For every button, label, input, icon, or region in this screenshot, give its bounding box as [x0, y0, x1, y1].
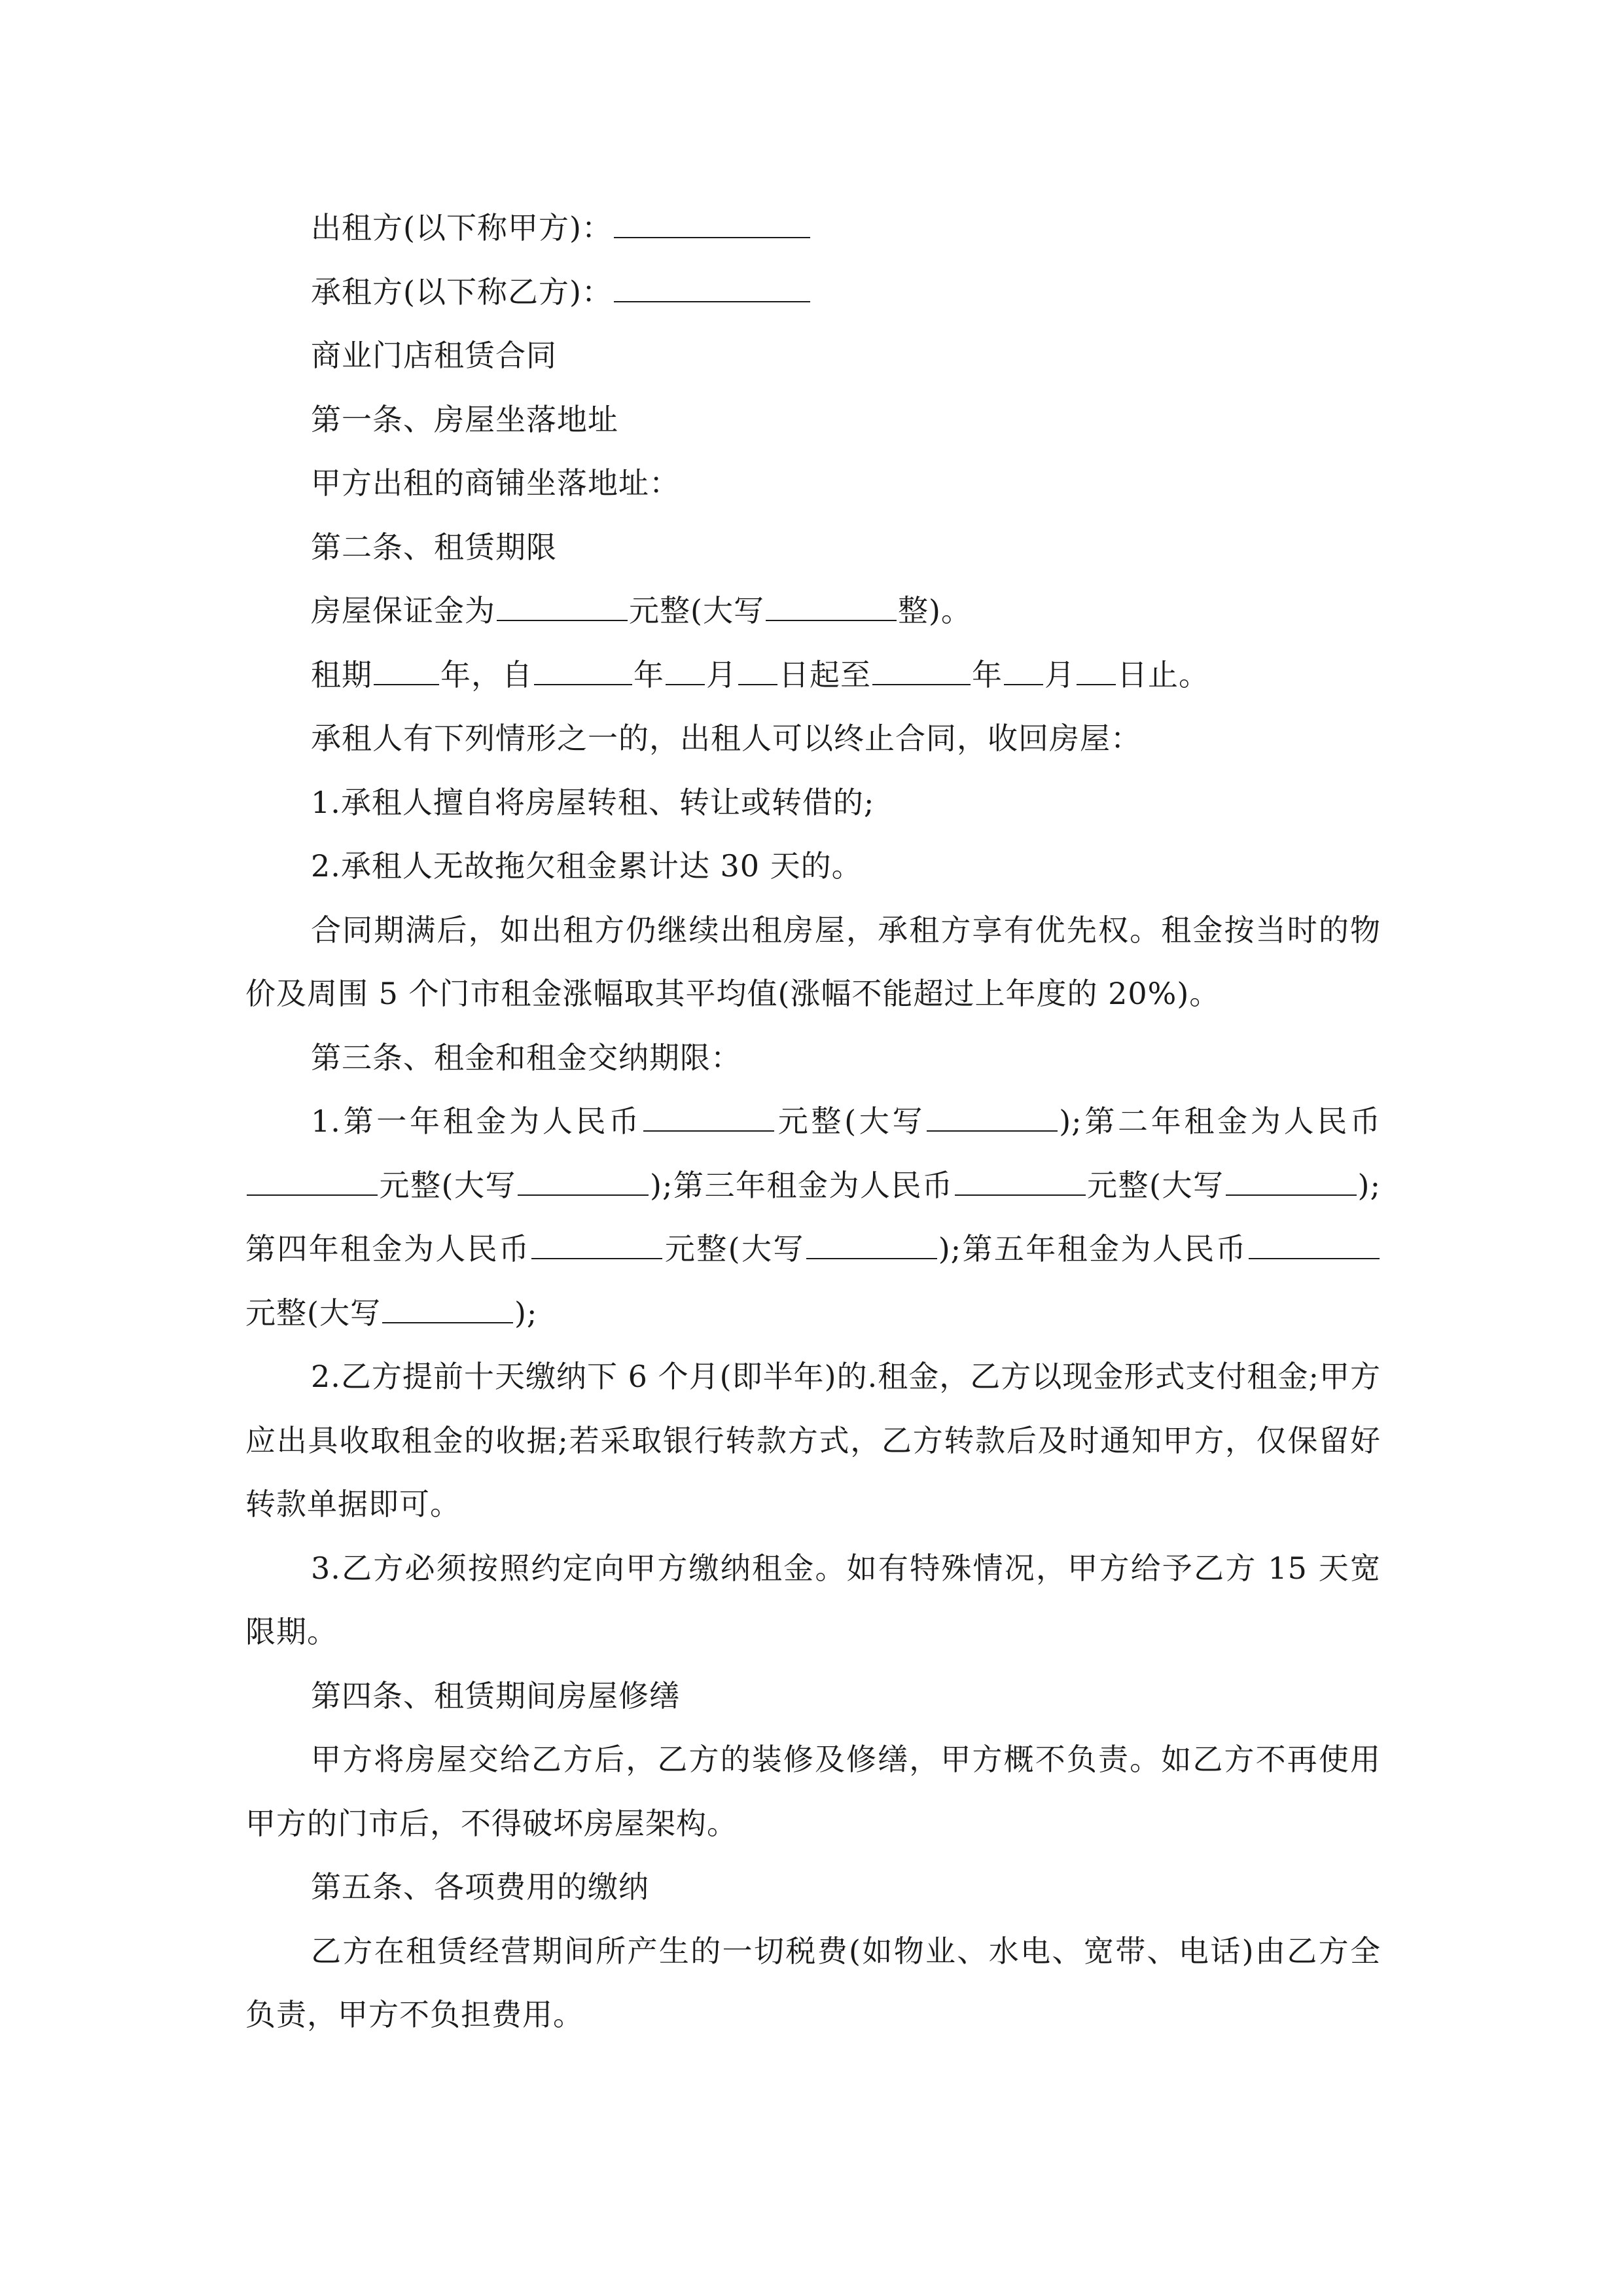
rent-y1-b: 元整(大写 [775, 1103, 926, 1139]
deposit-text-c: 整)。 [897, 593, 972, 628]
article-3-heading: 第三条、租金和租金交纳期限： [311, 1039, 741, 1075]
rent-y5-b: 元整(大写 [245, 1295, 381, 1331]
rent-y1-a: 1.第一年租金为人民币 [311, 1103, 642, 1139]
lessee-line [245, 260, 1381, 325]
rent-y5-words-blank[interactable] [382, 1293, 513, 1323]
rent-y4-amount-blank[interactable] [531, 1229, 662, 1259]
term-text-a: 租期 [311, 656, 372, 692]
rent-y5-amount-blank[interactable] [1249, 1229, 1380, 1259]
rent-y4-words-blank[interactable] [806, 1229, 937, 1259]
document-body [245, 196, 1381, 2047]
payment-clause-3: 3.乙方必须按照约定向甲方缴纳租金。如有特殊情况，甲方给予乙方 15 天宽限期。 [245, 1550, 1381, 1649]
term-text-d: 月 [706, 656, 737, 692]
term-start-year-blank[interactable] [534, 655, 632, 685]
article-5-heading: 第五条、各项费用的缴纳 [311, 1869, 649, 1905]
rent-y4-b: 元整(大写 [664, 1231, 805, 1266]
lessor-label: 出租方(以下称甲方)： [311, 210, 613, 245]
termination-item-2: 2.承租人无故拖欠租金累计达 30 天的。 [311, 848, 863, 884]
deposit-text-b: 元整(大写 [629, 593, 764, 628]
term-text-c: 年 [633, 656, 664, 692]
rent-y2-b: 元整(大写 [379, 1167, 516, 1203]
term-text-g: 月 [1044, 656, 1075, 692]
rent-y5-c: ); [514, 1295, 538, 1331]
term-text-h: 日止。 [1117, 656, 1209, 692]
rent-y2-c: );第三年租金为人民币 [650, 1167, 954, 1203]
article-2-heading: 第二条、租赁期限 [311, 529, 557, 565]
rent-y2-amount-blank[interactable] [247, 1166, 378, 1196]
term-text-b: 年，自 [440, 656, 533, 692]
term-text-e: 日起至 [779, 656, 871, 692]
lessee-blank[interactable] [614, 272, 810, 302]
term-text-f: 年 [972, 656, 1003, 692]
payment-clause-2: 2.乙方提前十天缴纳下 6 个月(即半年)的.租金，乙方以现金形式支付租金;甲方应出具收取租金的收据;若采取银行转款方式，乙方转款后及时通知甲方，仅保留好转款单据即可。 [245, 1359, 1381, 1522]
lessee-label: 承租方(以下称乙方)： [311, 274, 613, 310]
rent-y3-amount-blank[interactable] [955, 1166, 1086, 1196]
lessor-blank[interactable] [614, 208, 810, 238]
term-line [245, 643, 1381, 708]
article-4-heading: 第四条、租赁期间房屋修缮 [311, 1677, 680, 1713]
term-start-day-blank[interactable] [738, 655, 777, 685]
rent-y1-amount-blank[interactable] [643, 1102, 774, 1132]
deposit-words-blank[interactable] [766, 591, 897, 621]
deposit-amount-blank[interactable] [497, 591, 628, 621]
rent-y4-c: );第五年租金为人民币 [938, 1231, 1248, 1266]
term-years-blank[interactable] [374, 655, 439, 685]
article-1-address: 甲方出租的商铺坐落地址： [311, 465, 680, 501]
rent-y3-words-blank[interactable] [1226, 1166, 1357, 1196]
rent-y2-words-blank[interactable] [518, 1166, 649, 1196]
article-4-body: 甲方将房屋交给乙方后，乙方的装修及修缮，甲方概不负责。如乙方不再使用甲方的门市后，不得破坏房屋架构。 [245, 1742, 1381, 1841]
article-1-heading: 第一条、房屋坐落地址 [311, 401, 618, 437]
deposit-line [245, 579, 1381, 643]
article-5-body: 乙方在租赁经营期间所产生的一切税费(如物业、水电、宽带、电话)由乙方全负责，甲方不负担费用。 [245, 1933, 1381, 2032]
term-end-month-blank[interactable] [1004, 655, 1043, 685]
termination-intro: 承租人有下列情形之一的，出租人可以终止合同，收回房屋： [311, 721, 1141, 756]
term-end-year-blank[interactable] [872, 655, 971, 685]
deposit-text-a: 房屋保证金为 [311, 593, 495, 628]
contract-title: 商业门店租赁合同 [311, 338, 557, 373]
term-start-month-blank[interactable] [666, 655, 705, 685]
term-end-day-blank[interactable] [1077, 655, 1116, 685]
rent-y1-words-blank[interactable] [927, 1102, 1058, 1132]
lessor-line [245, 196, 1381, 260]
rent-y1-c: );第二年租金为人民币 [1059, 1103, 1382, 1139]
termination-item-1: 1.承租人擅自将房屋转租、转让或转借的; [311, 784, 875, 820]
rent-y3-b: 元整(大写 [1086, 1167, 1224, 1203]
rent-schedule [245, 1090, 1381, 1345]
rent-y3-c: );第四年租金为人民币 [245, 1167, 1381, 1266]
renewal-paragraph: 合同期满后，如出租方仍继续出租房屋，承租方享有优先权。租金按当时的物价及周围 5 个门市租金涨幅取其平均值(涨幅不能超过上年度的 20%)。 [245, 912, 1381, 1011]
